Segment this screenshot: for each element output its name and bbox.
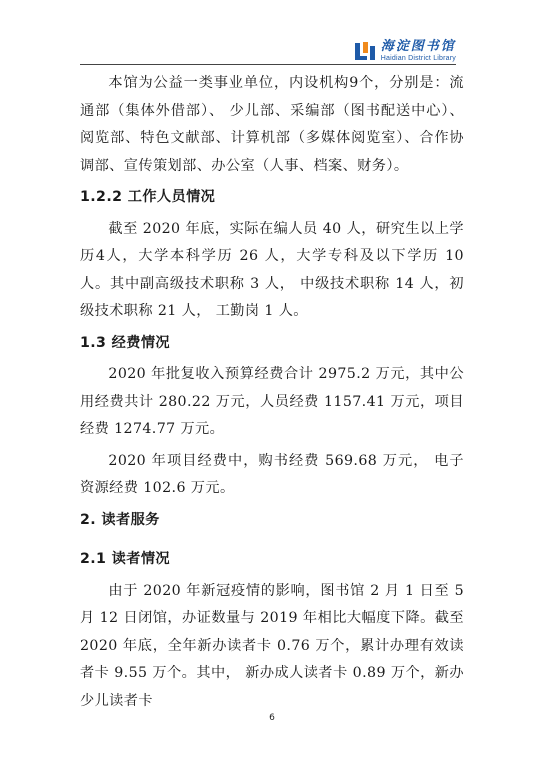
paragraph-project-funds: 2020 年项目经费中，购书经费 569.68 万元， 电子资源经费 102.6 万元。: [80, 452, 464, 496]
logo-chinese-name: 海淀图书馆: [380, 39, 456, 54]
page-header: [0, 0, 544, 64]
paragraph-readers: 由于 2020 年新冠疫情的影响，图书馆 2 月 1 日至 5 月 12 日闭馆，办证数量与 2019 年相比大幅度下降。截至 2020 年底，全年新办读者卡 0.76 万个，累计办理有效读者卡 9.55 万个。其中， 新办成人读者卡 0.89 万个，新办少儿读者卡: [80, 582, 464, 709]
paragraph-departments: 本馆为公益一类事业单位，内设机构9个，分别是：流通部（集体外借部）、 少儿部、采编部（图书配送中心）、阅览部、特色文献部、计算机部（多媒体阅览室）、合作协调部、宣传策划部、办公室（人事、档案、财务）。: [80, 75, 464, 174]
logo-english-name: Haidian District Library: [380, 55, 456, 62]
library-logo-icon: [354, 40, 376, 62]
heading-reader-services: 2. 读者服务: [80, 511, 160, 528]
heading-readers: 2.1 读者情况: [80, 551, 171, 567]
header-divider: [80, 64, 456, 65]
page-number: 6: [269, 713, 275, 723]
library-logo: [354, 40, 456, 62]
heading-staff: 1.2.2 工作人员情况: [80, 189, 216, 205]
document-body: [80, 70, 464, 715]
heading-funding: 1.3 经费情况: [80, 334, 171, 351]
paragraph-staff: 截至 2020 年底，实际在编人员 40 人，研究生以上学历4人，大学本科学历 26 人，大学专科及以下学历 10 人。其中副高级技术职称 3 人， 中级技术职称 14 人，初级技术职称 21 人， 工勤岗 1 人。: [80, 220, 464, 319]
paragraph-budget: 2020 年批复收入预算经费合计 2975.2 万元，其中公用经费共计 280.22 万元，人员经费 1157.41 万元，项目经费 1274.77 万元。: [80, 366, 464, 437]
